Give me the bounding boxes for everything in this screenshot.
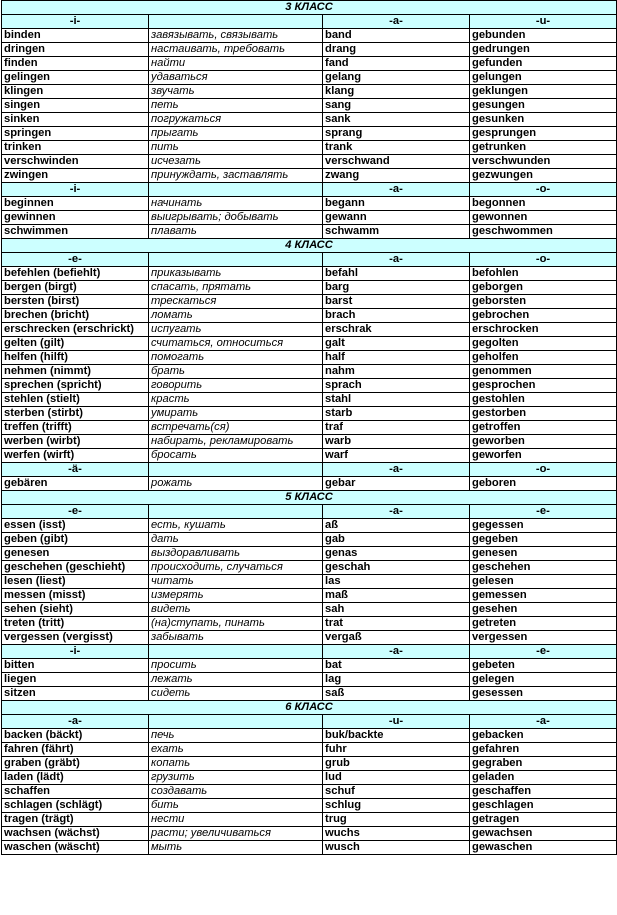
vowel-pattern-cell bbox=[149, 645, 323, 659]
vowel-pattern-cell bbox=[149, 183, 323, 197]
verb-row bbox=[2, 435, 617, 449]
infinitive-cell: wachsen (wächst) bbox=[2, 827, 149, 841]
vowel-pattern-cell: -a- bbox=[323, 253, 470, 267]
partizip-cell: gebacken bbox=[470, 729, 617, 743]
class-section-header bbox=[2, 701, 617, 715]
vowel-pattern-cell bbox=[149, 715, 323, 729]
praeteritum-cell: galt bbox=[323, 337, 470, 351]
verb-row bbox=[2, 365, 617, 379]
praeteritum-cell: sank bbox=[323, 113, 470, 127]
partizip-cell: gesessen bbox=[470, 687, 617, 701]
translation-cell: выигрывать; добывать bbox=[149, 211, 323, 225]
translation-cell: печь bbox=[149, 729, 323, 743]
verb-row bbox=[2, 617, 617, 631]
partizip-cell: gegeben bbox=[470, 533, 617, 547]
partizip-cell: geschlagen bbox=[470, 799, 617, 813]
verb-row bbox=[2, 687, 617, 701]
verb-row bbox=[2, 659, 617, 673]
praeteritum-cell: lag bbox=[323, 673, 470, 687]
praeteritum-cell: band bbox=[323, 29, 470, 43]
praeteritum-cell: schuf bbox=[323, 785, 470, 799]
infinitive-cell: laden (lädt) bbox=[2, 771, 149, 785]
praeteritum-cell: brach bbox=[323, 309, 470, 323]
class-section-header bbox=[2, 1, 617, 15]
verb-row bbox=[2, 477, 617, 491]
verb-row bbox=[2, 99, 617, 113]
praeteritum-cell: sprach bbox=[323, 379, 470, 393]
translation-cell: принуждать, заставлять bbox=[149, 169, 323, 183]
vowel-pattern-row bbox=[2, 183, 617, 197]
infinitive-cell: sehen (sieht) bbox=[2, 603, 149, 617]
vowel-pattern-row bbox=[2, 253, 617, 267]
infinitive-cell: helfen (hilft) bbox=[2, 351, 149, 365]
verb-row bbox=[2, 449, 617, 463]
translation-cell: исчезать bbox=[149, 155, 323, 169]
partizip-cell: gestorben bbox=[470, 407, 617, 421]
verb-row bbox=[2, 281, 617, 295]
partizip-cell: gegessen bbox=[470, 519, 617, 533]
verb-table bbox=[1, 0, 617, 855]
praeteritum-cell: fuhr bbox=[323, 743, 470, 757]
partizip-cell: gedrungen bbox=[470, 43, 617, 57]
section-title: 5 КЛАСС bbox=[2, 491, 617, 505]
praeteritum-cell: wuchs bbox=[323, 827, 470, 841]
verb-row bbox=[2, 799, 617, 813]
infinitive-cell: stehlen (stielt) bbox=[2, 393, 149, 407]
vowel-pattern-row bbox=[2, 645, 617, 659]
praeteritum-cell: warf bbox=[323, 449, 470, 463]
praeteritum-cell: gelang bbox=[323, 71, 470, 85]
praeteritum-cell: geschah bbox=[323, 561, 470, 575]
praeteritum-cell: begann bbox=[323, 197, 470, 211]
praeteritum-cell: las bbox=[323, 575, 470, 589]
vowel-pattern-cell: -e- bbox=[470, 505, 617, 519]
translation-cell: приказывать bbox=[149, 267, 323, 281]
infinitive-cell: tragen (trägt) bbox=[2, 813, 149, 827]
partizip-cell: geworfen bbox=[470, 449, 617, 463]
translation-cell: выздоравливать bbox=[149, 547, 323, 561]
verb-row bbox=[2, 379, 617, 393]
translation-cell: читать bbox=[149, 575, 323, 589]
partizip-cell: gemessen bbox=[470, 589, 617, 603]
verb-row bbox=[2, 827, 617, 841]
translation-cell: погружаться bbox=[149, 113, 323, 127]
praeteritum-cell: gewann bbox=[323, 211, 470, 225]
partizip-cell: genesen bbox=[470, 547, 617, 561]
infinitive-cell: essen (isst) bbox=[2, 519, 149, 533]
praeteritum-cell: vergaß bbox=[323, 631, 470, 645]
praeteritum-cell: traf bbox=[323, 421, 470, 435]
vowel-pattern-cell: -i- bbox=[2, 15, 149, 29]
praeteritum-cell: trug bbox=[323, 813, 470, 827]
vowel-pattern-cell: -e- bbox=[2, 505, 149, 519]
verb-row bbox=[2, 561, 617, 575]
translation-cell: создавать bbox=[149, 785, 323, 799]
partizip-cell: gegraben bbox=[470, 757, 617, 771]
translation-cell: забывать bbox=[149, 631, 323, 645]
praeteritum-cell: aß bbox=[323, 519, 470, 533]
translation-cell: нести bbox=[149, 813, 323, 827]
translation-cell: умирать bbox=[149, 407, 323, 421]
vowel-pattern-cell: -e- bbox=[470, 645, 617, 659]
infinitive-cell: gebären bbox=[2, 477, 149, 491]
infinitive-cell: schaffen bbox=[2, 785, 149, 799]
infinitive-cell: vergessen (vergisst) bbox=[2, 631, 149, 645]
translation-cell: измерять bbox=[149, 589, 323, 603]
partizip-cell: gewaschen bbox=[470, 841, 617, 855]
verb-row bbox=[2, 813, 617, 827]
partizip-cell: gewachsen bbox=[470, 827, 617, 841]
praeteritum-cell: gab bbox=[323, 533, 470, 547]
verb-row bbox=[2, 421, 617, 435]
infinitive-cell: gelingen bbox=[2, 71, 149, 85]
infinitive-cell: trinken bbox=[2, 141, 149, 155]
partizip-cell: geworben bbox=[470, 435, 617, 449]
infinitive-cell: befehlen (befiehlt) bbox=[2, 267, 149, 281]
partizip-cell: genommen bbox=[470, 365, 617, 379]
translation-cell: бросать bbox=[149, 449, 323, 463]
praeteritum-cell: erschrak bbox=[323, 323, 470, 337]
praeteritum-cell: maß bbox=[323, 589, 470, 603]
verb-row bbox=[2, 841, 617, 855]
infinitive-cell: lesen (liest) bbox=[2, 575, 149, 589]
infinitive-cell: geschehen (geschieht) bbox=[2, 561, 149, 575]
translation-cell: просить bbox=[149, 659, 323, 673]
verb-row bbox=[2, 155, 617, 169]
translation-cell: ехать bbox=[149, 743, 323, 757]
vowel-pattern-cell: -o- bbox=[470, 183, 617, 197]
vowel-pattern-cell: -ä- bbox=[2, 463, 149, 477]
section-title: 4 КЛАСС bbox=[2, 239, 617, 253]
infinitive-cell: brechen (bricht) bbox=[2, 309, 149, 323]
class-section-header bbox=[2, 239, 617, 253]
verb-row bbox=[2, 169, 617, 183]
praeteritum-cell: befahl bbox=[323, 267, 470, 281]
partizip-cell: erschrocken bbox=[470, 323, 617, 337]
translation-cell: петь bbox=[149, 99, 323, 113]
translation-cell: считаться, относиться bbox=[149, 337, 323, 351]
verb-row bbox=[2, 519, 617, 533]
infinitive-cell: messen (misst) bbox=[2, 589, 149, 603]
partizip-cell: getragen bbox=[470, 813, 617, 827]
praeteritum-cell: trank bbox=[323, 141, 470, 155]
partizip-cell: gebrochen bbox=[470, 309, 617, 323]
partizip-cell: gestohlen bbox=[470, 393, 617, 407]
translation-cell: помогать bbox=[149, 351, 323, 365]
translation-cell: спасать, прятать bbox=[149, 281, 323, 295]
vowel-pattern-row bbox=[2, 505, 617, 519]
partizip-cell: gelegen bbox=[470, 673, 617, 687]
infinitive-cell: fahren (fährt) bbox=[2, 743, 149, 757]
infinitive-cell: sterben (stirbt) bbox=[2, 407, 149, 421]
vowel-pattern-cell bbox=[149, 505, 323, 519]
praeteritum-cell: barg bbox=[323, 281, 470, 295]
vowel-pattern-cell: -u- bbox=[470, 15, 617, 29]
praeteritum-cell: sah bbox=[323, 603, 470, 617]
vowel-pattern-cell: -a- bbox=[2, 715, 149, 729]
infinitive-cell: gelten (gilt) bbox=[2, 337, 149, 351]
verb-row bbox=[2, 673, 617, 687]
praeteritum-cell: saß bbox=[323, 687, 470, 701]
verb-row bbox=[2, 85, 617, 99]
verb-row bbox=[2, 113, 617, 127]
vowel-pattern-cell: -a- bbox=[323, 505, 470, 519]
praeteritum-cell: schwamm bbox=[323, 225, 470, 239]
partizip-cell: gezwungen bbox=[470, 169, 617, 183]
praeteritum-cell: wusch bbox=[323, 841, 470, 855]
infinitive-cell: werben (wirbt) bbox=[2, 435, 149, 449]
vowel-pattern-row bbox=[2, 463, 617, 477]
verb-row bbox=[2, 29, 617, 43]
translation-cell: прыгать bbox=[149, 127, 323, 141]
partizip-cell: geholfen bbox=[470, 351, 617, 365]
partizip-cell: befohlen bbox=[470, 267, 617, 281]
partizip-cell: vergessen bbox=[470, 631, 617, 645]
verb-row bbox=[2, 729, 617, 743]
infinitive-cell: treten (tritt) bbox=[2, 617, 149, 631]
verb-row bbox=[2, 43, 617, 57]
partizip-cell: gegolten bbox=[470, 337, 617, 351]
partizip-cell: gesprungen bbox=[470, 127, 617, 141]
translation-cell: найти bbox=[149, 57, 323, 71]
translation-cell: ломать bbox=[149, 309, 323, 323]
praeteritum-cell: sprang bbox=[323, 127, 470, 141]
infinitive-cell: bergen (birgt) bbox=[2, 281, 149, 295]
vowel-pattern-cell: -o- bbox=[470, 253, 617, 267]
translation-cell: говорить bbox=[149, 379, 323, 393]
vowel-pattern-cell: -o- bbox=[470, 463, 617, 477]
partizip-cell: gewonnen bbox=[470, 211, 617, 225]
section-title: 6 КЛАСС bbox=[2, 701, 617, 715]
translation-cell: испугать bbox=[149, 323, 323, 337]
verb-row bbox=[2, 337, 617, 351]
verb-row bbox=[2, 127, 617, 141]
infinitive-cell: liegen bbox=[2, 673, 149, 687]
verb-row bbox=[2, 71, 617, 85]
praeteritum-cell: drang bbox=[323, 43, 470, 57]
translation-cell: удаваться bbox=[149, 71, 323, 85]
vowel-pattern-cell: -a- bbox=[323, 645, 470, 659]
vowel-pattern-row bbox=[2, 15, 617, 29]
praeteritum-cell: gebar bbox=[323, 477, 470, 491]
class-section-header bbox=[2, 491, 617, 505]
infinitive-cell: springen bbox=[2, 127, 149, 141]
infinitive-cell: sitzen bbox=[2, 687, 149, 701]
praeteritum-cell: warb bbox=[323, 435, 470, 449]
partizip-cell: getreten bbox=[470, 617, 617, 631]
praeteritum-cell: half bbox=[323, 351, 470, 365]
verb-row bbox=[2, 771, 617, 785]
verb-row bbox=[2, 533, 617, 547]
praeteritum-cell: barst bbox=[323, 295, 470, 309]
partizip-cell: geladen bbox=[470, 771, 617, 785]
translation-cell: пить bbox=[149, 141, 323, 155]
partizip-cell: geschwommen bbox=[470, 225, 617, 239]
infinitive-cell: geben (gibt) bbox=[2, 533, 149, 547]
infinitive-cell: verschwinden bbox=[2, 155, 149, 169]
verb-row bbox=[2, 225, 617, 239]
translation-cell: происходить, случаться bbox=[149, 561, 323, 575]
vowel-pattern-cell: -u- bbox=[323, 715, 470, 729]
translation-cell: настаивать, требовать bbox=[149, 43, 323, 57]
infinitive-cell: nehmen (nimmt) bbox=[2, 365, 149, 379]
partizip-cell: gesungen bbox=[470, 99, 617, 113]
verb-row bbox=[2, 211, 617, 225]
translation-cell: рожать bbox=[149, 477, 323, 491]
verb-row bbox=[2, 589, 617, 603]
praeteritum-cell: lud bbox=[323, 771, 470, 785]
vowel-pattern-cell bbox=[149, 463, 323, 477]
translation-cell: расти; увеличиваться bbox=[149, 827, 323, 841]
verb-row bbox=[2, 407, 617, 421]
infinitive-cell: treffen (trifft) bbox=[2, 421, 149, 435]
praeteritum-cell: fand bbox=[323, 57, 470, 71]
partizip-cell: geboren bbox=[470, 477, 617, 491]
translation-cell: брать bbox=[149, 365, 323, 379]
verb-row bbox=[2, 295, 617, 309]
infinitive-cell: backen (bäckt) bbox=[2, 729, 149, 743]
vowel-pattern-cell bbox=[149, 253, 323, 267]
section-title: 3 КЛАСС bbox=[2, 1, 617, 15]
verb-row bbox=[2, 323, 617, 337]
praeteritum-cell: buk/backte bbox=[323, 729, 470, 743]
infinitive-cell: schlagen (schlägt) bbox=[2, 799, 149, 813]
vowel-pattern-cell: -a- bbox=[323, 463, 470, 477]
praeteritum-cell: zwang bbox=[323, 169, 470, 183]
translation-cell: звучать bbox=[149, 85, 323, 99]
translation-cell: набирать, рекламировать bbox=[149, 435, 323, 449]
praeteritum-cell: trat bbox=[323, 617, 470, 631]
infinitive-cell: sinken bbox=[2, 113, 149, 127]
vowel-pattern-row bbox=[2, 715, 617, 729]
vowel-pattern-cell bbox=[149, 15, 323, 29]
verb-row bbox=[2, 141, 617, 155]
infinitive-cell: erschrecken (erschrickt) bbox=[2, 323, 149, 337]
verb-row bbox=[2, 393, 617, 407]
praeteritum-cell: sang bbox=[323, 99, 470, 113]
translation-cell: лежать bbox=[149, 673, 323, 687]
verb-row bbox=[2, 351, 617, 365]
partizip-cell: geborgen bbox=[470, 281, 617, 295]
partizip-cell: verschwunden bbox=[470, 155, 617, 169]
infinitive-cell: klingen bbox=[2, 85, 149, 99]
praeteritum-cell: stahl bbox=[323, 393, 470, 407]
partizip-cell: getrunken bbox=[470, 141, 617, 155]
infinitive-cell: schwimmen bbox=[2, 225, 149, 239]
praeteritum-cell: starb bbox=[323, 407, 470, 421]
partizip-cell: gesunken bbox=[470, 113, 617, 127]
partizip-cell: geborsten bbox=[470, 295, 617, 309]
translation-cell: мыть bbox=[149, 841, 323, 855]
translation-cell: завязывать, связывать bbox=[149, 29, 323, 43]
partizip-cell: geschehen bbox=[470, 561, 617, 575]
praeteritum-cell: grub bbox=[323, 757, 470, 771]
infinitive-cell: waschen (wäscht) bbox=[2, 841, 149, 855]
partizip-cell: gebunden bbox=[470, 29, 617, 43]
partizip-cell: geschaffen bbox=[470, 785, 617, 799]
vowel-pattern-cell: -i- bbox=[2, 183, 149, 197]
infinitive-cell: bitten bbox=[2, 659, 149, 673]
translation-cell: грузить bbox=[149, 771, 323, 785]
verb-row bbox=[2, 785, 617, 799]
verb-row bbox=[2, 743, 617, 757]
infinitive-cell: finden bbox=[2, 57, 149, 71]
partizip-cell: gefahren bbox=[470, 743, 617, 757]
praeteritum-cell: genas bbox=[323, 547, 470, 561]
translation-cell: видеть bbox=[149, 603, 323, 617]
praeteritum-cell: nahm bbox=[323, 365, 470, 379]
verb-table-body bbox=[2, 1, 617, 855]
translation-cell: бить bbox=[149, 799, 323, 813]
infinitive-cell: graben (gräbt) bbox=[2, 757, 149, 771]
infinitive-cell: sprechen (spricht) bbox=[2, 379, 149, 393]
infinitive-cell: dringen bbox=[2, 43, 149, 57]
translation-cell: начинать bbox=[149, 197, 323, 211]
translation-cell: встречать(ся) bbox=[149, 421, 323, 435]
praeteritum-cell: schlug bbox=[323, 799, 470, 813]
partizip-cell: gesehen bbox=[470, 603, 617, 617]
translation-cell: копать bbox=[149, 757, 323, 771]
translation-cell: есть, кушать bbox=[149, 519, 323, 533]
translation-cell: красть bbox=[149, 393, 323, 407]
infinitive-cell: binden bbox=[2, 29, 149, 43]
partizip-cell: gelesen bbox=[470, 575, 617, 589]
infinitive-cell: gewinnen bbox=[2, 211, 149, 225]
praeteritum-cell: bat bbox=[323, 659, 470, 673]
verb-row bbox=[2, 603, 617, 617]
partizip-cell: getroffen bbox=[470, 421, 617, 435]
infinitive-cell: genesen bbox=[2, 547, 149, 561]
infinitive-cell: werfen (wirft) bbox=[2, 449, 149, 463]
vowel-pattern-cell: -a- bbox=[323, 183, 470, 197]
partizip-cell: gelungen bbox=[470, 71, 617, 85]
verb-row bbox=[2, 547, 617, 561]
verb-row bbox=[2, 309, 617, 323]
vowel-pattern-cell: -e- bbox=[2, 253, 149, 267]
verb-row bbox=[2, 267, 617, 281]
partizip-cell: geklungen bbox=[470, 85, 617, 99]
infinitive-cell: bersten (birst) bbox=[2, 295, 149, 309]
praeteritum-cell: verschwand bbox=[323, 155, 470, 169]
infinitive-cell: beginnen bbox=[2, 197, 149, 211]
infinitive-cell: singen bbox=[2, 99, 149, 113]
translation-cell: (на)ступать, пинать bbox=[149, 617, 323, 631]
translation-cell: трескаться bbox=[149, 295, 323, 309]
verb-row bbox=[2, 575, 617, 589]
translation-cell: дать bbox=[149, 533, 323, 547]
vowel-pattern-cell: -i- bbox=[2, 645, 149, 659]
partizip-cell: gesprochen bbox=[470, 379, 617, 393]
praeteritum-cell: klang bbox=[323, 85, 470, 99]
translation-cell: сидеть bbox=[149, 687, 323, 701]
verb-row bbox=[2, 757, 617, 771]
partizip-cell: begonnen bbox=[470, 197, 617, 211]
translation-cell: плавать bbox=[149, 225, 323, 239]
infinitive-cell: zwingen bbox=[2, 169, 149, 183]
vowel-pattern-cell: -a- bbox=[323, 15, 470, 29]
verb-row bbox=[2, 197, 617, 211]
verb-row bbox=[2, 631, 617, 645]
partizip-cell: gefunden bbox=[470, 57, 617, 71]
partizip-cell: gebeten bbox=[470, 659, 617, 673]
vowel-pattern-cell: -a- bbox=[470, 715, 617, 729]
verb-row bbox=[2, 57, 617, 71]
